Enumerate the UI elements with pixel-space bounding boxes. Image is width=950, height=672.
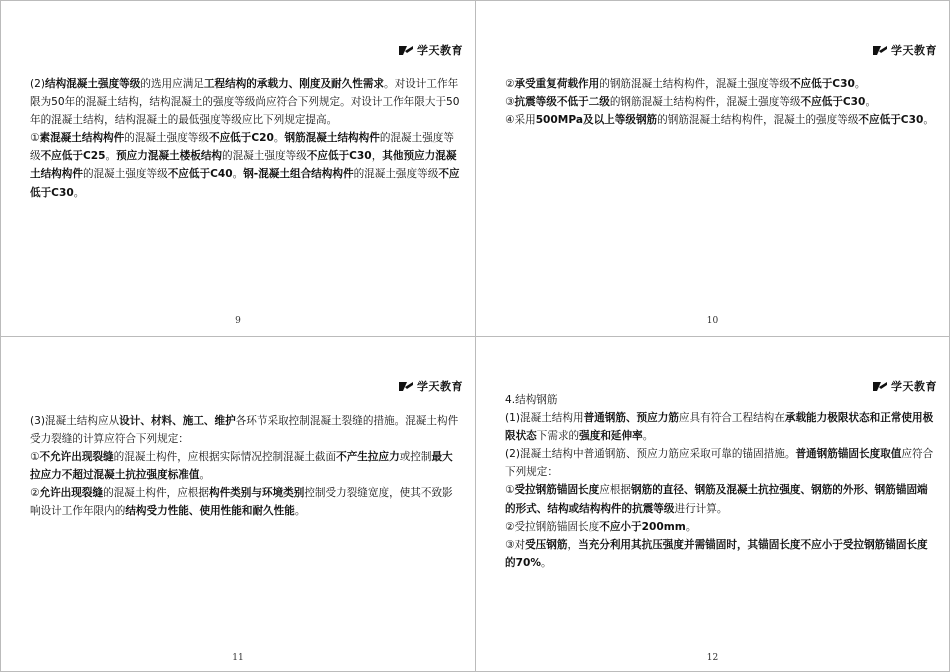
text-run: 的混凝土强度等级: [124, 132, 209, 145]
text-run: 应符合下列规定：: [505, 448, 934, 479]
bold-text-run: 承受重复荷载作用: [514, 78, 600, 90]
bold-text-run: 预应力混凝土楼板结构: [116, 150, 223, 163]
bold-text-run: 不应低于C30: [306, 150, 372, 163]
text-run: 。: [105, 150, 117, 163]
page-content: [30, 412, 461, 521]
bold-text-run: 不产生拉应力: [336, 451, 400, 464]
text-run: 的混凝土强度等级: [353, 168, 439, 181]
text-run: 控制受力裂缝宽度，使其不致影响设计工作年限内的: [30, 487, 453, 518]
text-run: 进行计算。: [674, 502, 728, 515]
page-content: [30, 75, 461, 202]
text-run: 4.结构钢筋: [505, 394, 558, 406]
slide-page-9: [0, 0, 476, 337]
text-run: ②受拉钢筋锚固长度: [505, 520, 600, 533]
bold-text-run: 500MPa及以上等级钢筋: [535, 114, 658, 127]
bold-text-run: 钢-混凝土组合结构构件: [243, 168, 354, 181]
bold-text-run: 其他预应力混凝土结构构件: [30, 150, 457, 181]
paragraph: [505, 536, 935, 572]
text-run: 应具有符合工程结构在: [678, 412, 785, 425]
bold-text-run: 钢筋混凝土结构构件: [284, 132, 380, 145]
text-run: 。: [199, 469, 211, 482]
bold-text-run: 普通钢筋锚固长度取值: [795, 448, 902, 461]
brand-logo-icon: [398, 45, 414, 56]
slide-page-11: [0, 336, 476, 672]
bold-text-run: 结构受力性能、使用性能和耐久性能: [125, 505, 295, 518]
text-run: (2)混凝土结构中普通钢筋、预应力筋应采取可靠的锚固措施。: [505, 448, 796, 461]
text-run: (2): [30, 78, 46, 90]
bold-text-run: 普通钢筋、预应力筋: [583, 412, 679, 425]
text-run: 。: [232, 168, 244, 181]
brand-logo: [398, 42, 463, 58]
paragraph: [505, 481, 935, 517]
text-run: 。: [540, 556, 552, 569]
text-run: 的钢筋混凝土结构构件，混凝土强度等级: [609, 96, 801, 109]
bold-text-run: 当充分利用其抗压强度并需锚固时，其锚固长度不应小于受拉钢筋锚固长度的70%: [505, 538, 928, 569]
bold-text-run: 工程结构的承载力、刚度及耐久性需求: [203, 78, 385, 90]
page-number: 12: [706, 653, 719, 663]
text-run: 的混凝土强度等级: [222, 150, 307, 163]
bold-text-run: 受压钢筋: [525, 538, 568, 551]
text-run: (3)混凝土结构应从: [30, 415, 120, 427]
bold-text-run: 设计、材料、施工、维护: [119, 415, 236, 427]
text-run: 。: [865, 96, 877, 109]
text-run: 。: [923, 114, 934, 127]
text-run: (1)混凝土结构用: [505, 412, 584, 425]
paragraph: [505, 75, 935, 93]
bold-text-run: 不应低于C25: [40, 150, 106, 163]
bold-text-run: 强度和延伸率: [579, 430, 643, 443]
page-number: 10: [706, 316, 719, 326]
bold-text-run: 不应低于C30: [858, 114, 924, 127]
brand-logo-icon: [398, 381, 414, 392]
brand-logo: [872, 42, 937, 58]
bold-text-run: 不应低于C20: [209, 132, 274, 145]
text-run: ③: [505, 96, 515, 109]
text-run: 。对设计工作年限为50年的混凝土结构，结构混凝土的强度等级尚应符合下列规定。对设计工作年限大于50年的混凝土结构，结构混凝土的最低强度等级应比下列规定提高。: [30, 78, 460, 127]
page-content: [505, 391, 935, 572]
text-run: 的混凝土强度等级: [30, 132, 454, 163]
bold-text-run: 不应低于C40: [167, 168, 233, 181]
bold-text-run: 不应低于C30: [789, 78, 855, 90]
text-run: 。: [685, 520, 697, 533]
text-run: 各环节采取控制混凝土裂缝的措施。混凝土构件受力裂缝的计算应符合下列规定：: [30, 415, 459, 446]
brand-logo-text: 学天教育: [891, 380, 937, 393]
text-run: ，: [371, 150, 383, 163]
page-content: [505, 75, 935, 129]
text-run: ②: [30, 487, 40, 500]
paragraph: [30, 412, 461, 448]
text-run: ①: [505, 484, 515, 497]
text-run: 。: [854, 78, 866, 90]
text-run: 。: [273, 132, 285, 145]
paragraph: [30, 129, 461, 201]
text-run: 下需求的: [536, 430, 580, 443]
bold-text-run: 钢筋的直径、钢筋及混凝土抗拉强度、钢筋的外形、钢筋锚固端的形式、结构或结构构件的抗震等级: [505, 484, 928, 515]
brand-logo-icon: [872, 381, 888, 392]
text-run: ①: [30, 132, 40, 145]
page-number: 11: [232, 653, 244, 663]
brand-logo-icon: [872, 45, 888, 56]
paragraph: [505, 93, 935, 111]
paragraph: [30, 484, 461, 520]
paragraph: [30, 75, 461, 129]
paragraph: [505, 445, 935, 481]
text-run: 。: [294, 505, 306, 518]
brand-logo-text: 学天教育: [891, 44, 937, 57]
paragraph: [505, 409, 935, 445]
bold-text-run: 素混凝土结构构件: [39, 132, 125, 145]
bold-text-run: 承载能力极限状态和正常使用极限状态: [505, 412, 934, 443]
text-run: 。: [642, 430, 654, 443]
text-run: 的选用应满足: [140, 78, 204, 90]
text-run: 。: [73, 186, 85, 199]
text-run: 或控制: [399, 451, 432, 464]
text-run: ，: [567, 538, 579, 551]
bold-text-run: 不应小于200mm: [599, 520, 686, 533]
paragraph: [505, 391, 935, 409]
text-run: 的钢筋混凝土结构构件，混凝土强度等级: [599, 78, 790, 90]
text-run: ①: [30, 451, 40, 464]
bold-text-run: 抗震等级不低于二级: [514, 96, 610, 109]
page-number: 9: [235, 316, 241, 326]
slide-page-10: [475, 0, 950, 337]
paragraph: [505, 518, 935, 536]
bold-text-run: 构件类别与环境类别: [209, 487, 305, 500]
text-run: 应根据: [599, 484, 632, 497]
text-run: 的混凝土强度等级: [82, 168, 168, 181]
bold-text-run: 不允许出现裂缝: [39, 451, 114, 464]
bold-text-run: 最大拉应力不超过混凝土抗拉强度标准值: [30, 451, 453, 482]
bold-text-run: 不应低于C30: [30, 168, 460, 199]
bold-text-run: 受拉钢筋锚固长度: [514, 484, 600, 497]
brand-logo-text: 学天教育: [417, 44, 463, 57]
bold-text-run: 允许出现裂缝: [39, 487, 104, 500]
brand-logo: [398, 378, 463, 394]
paragraph: [505, 111, 935, 129]
text-run: 的混凝土构件，应根据实际情况控制混凝土截面: [113, 451, 337, 464]
slide-page-12: [475, 336, 950, 672]
bold-text-run: 不应低于C30: [800, 96, 866, 109]
bold-text-run: 结构混凝土强度等级: [45, 78, 141, 90]
text-run: 的混凝土构件，应根据: [103, 487, 209, 500]
paragraph: [30, 448, 461, 484]
brand-logo-text: 学天教育: [417, 380, 463, 393]
text-run: 的钢筋混凝土结构构件，混凝土的强度等级: [657, 114, 859, 127]
text-run: ②: [505, 78, 515, 90]
text-run: ③对: [505, 538, 526, 551]
text-run: ④采用: [505, 114, 536, 127]
